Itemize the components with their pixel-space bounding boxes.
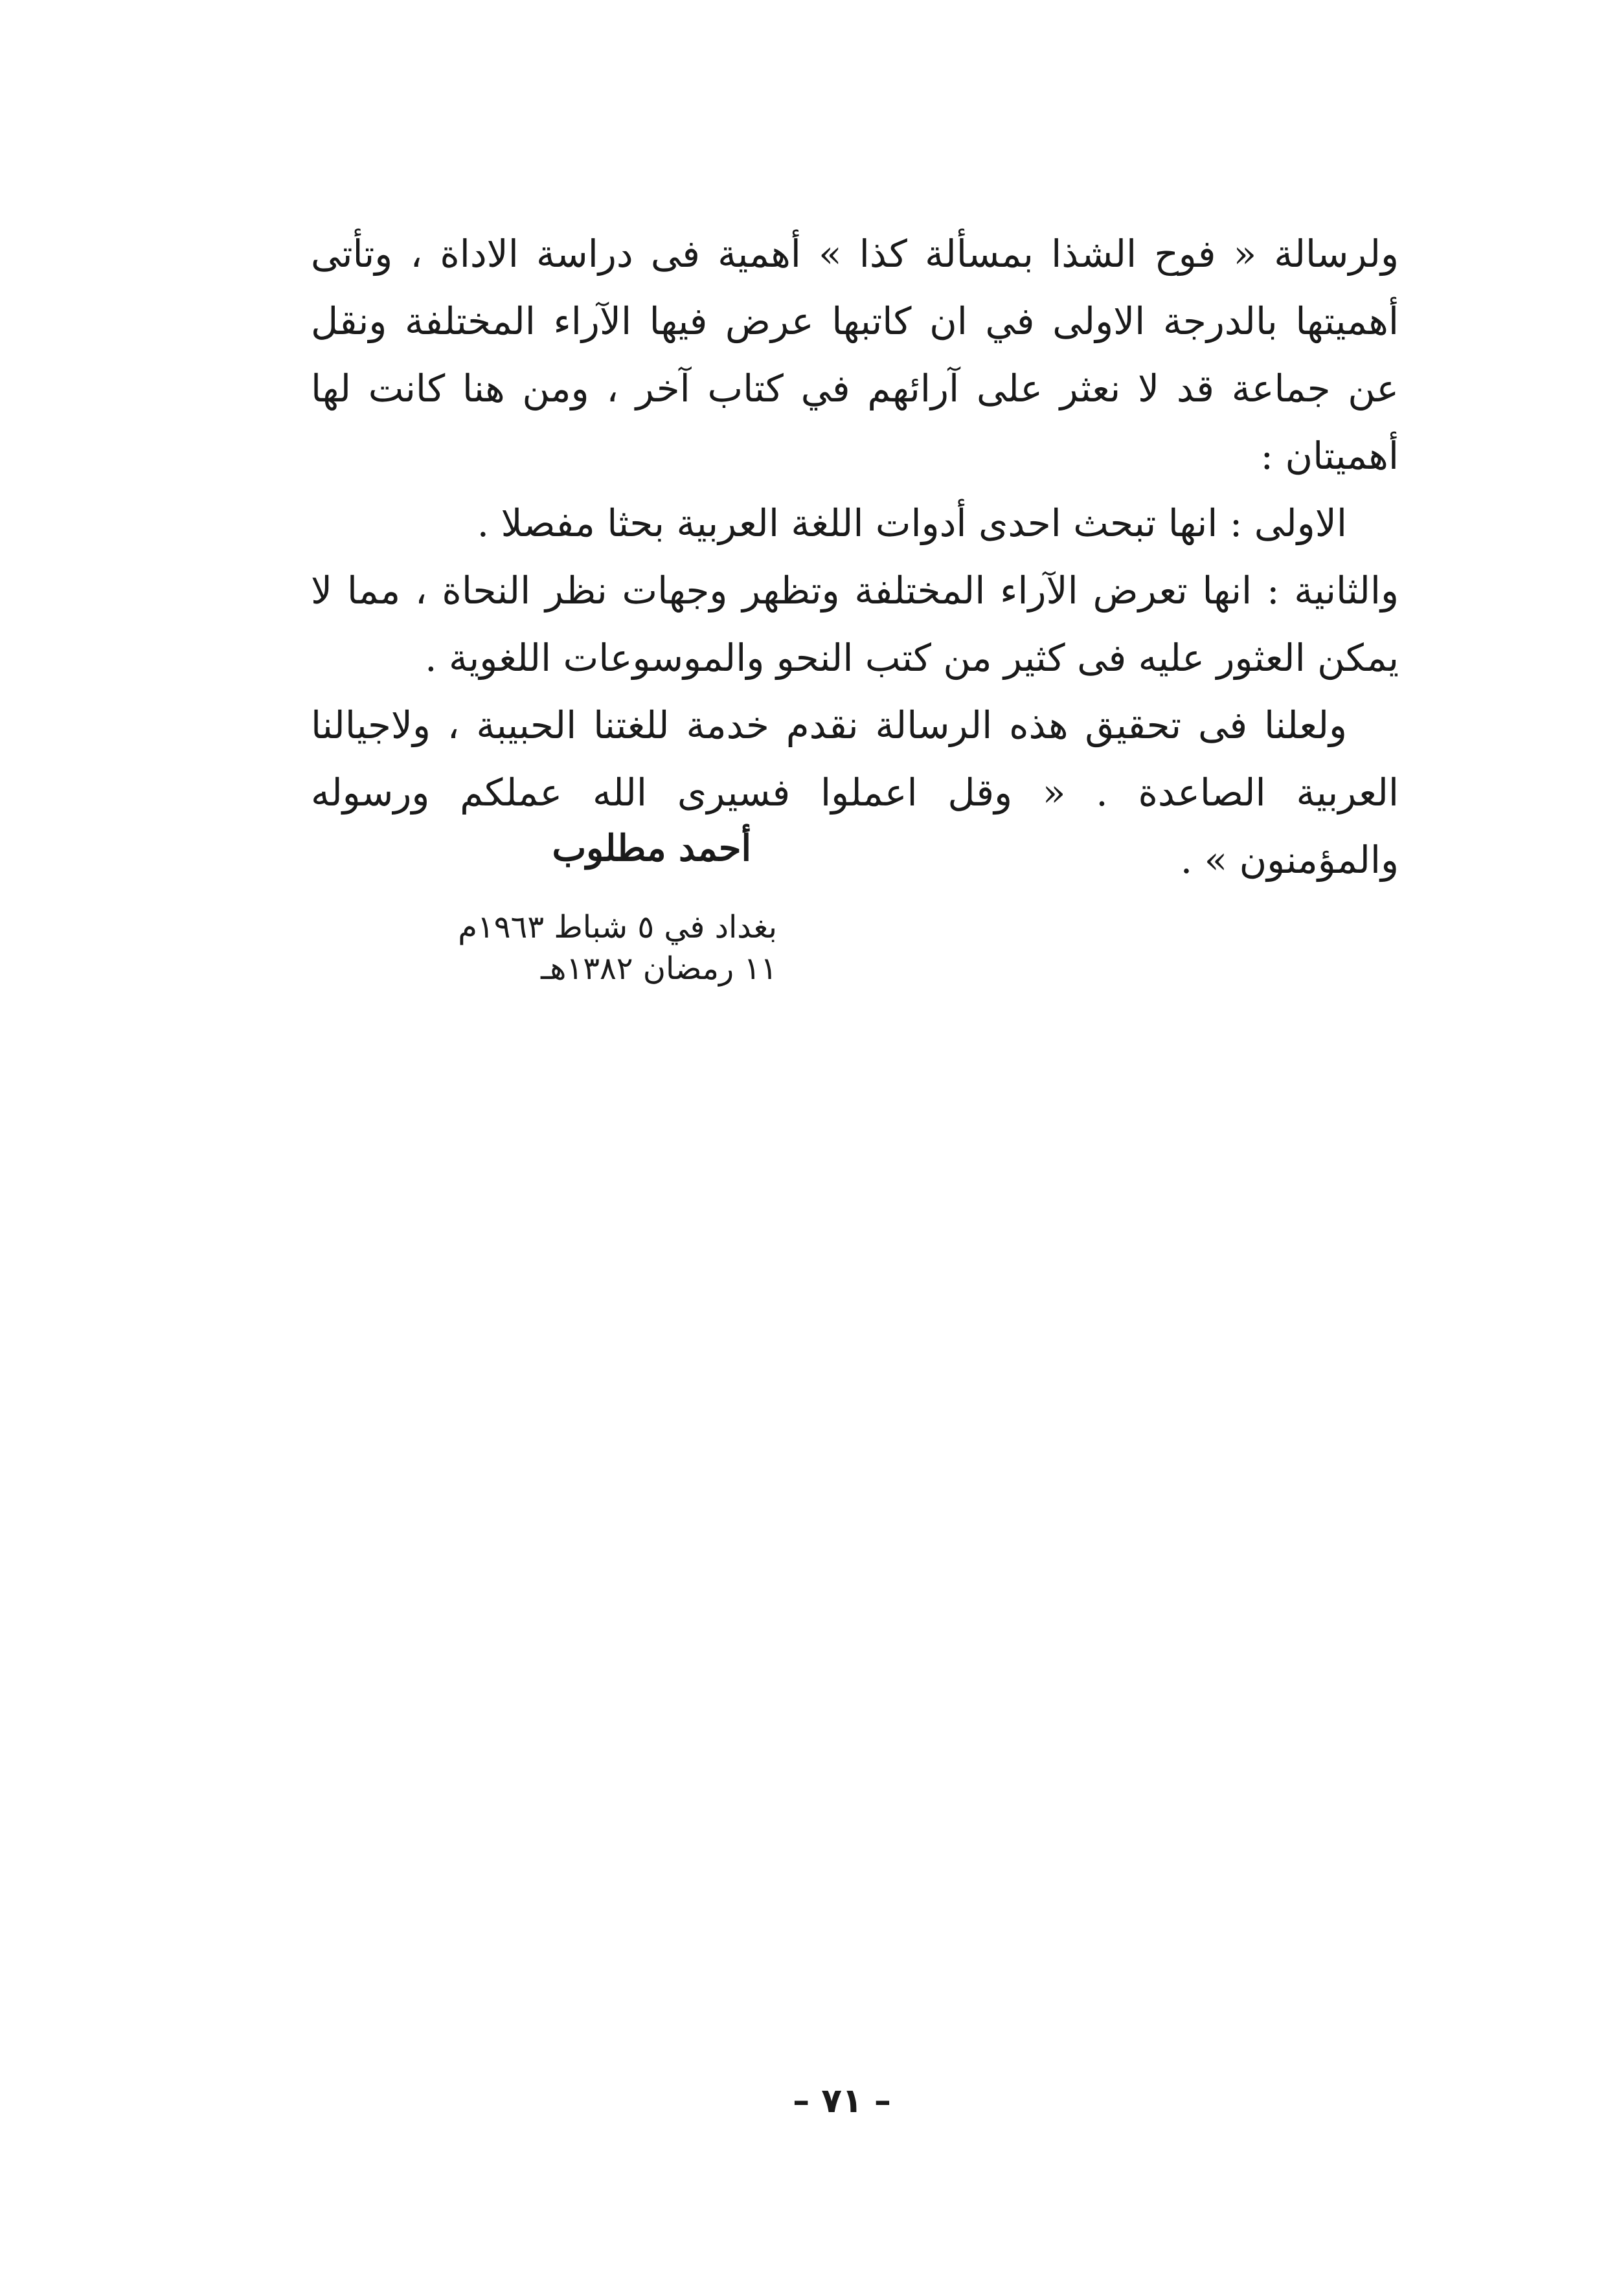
paragraph-introduction: ولرسالة « فوح الشذا بمسألة كذا » أهمية فى دراسة الاداة ، وتأتى أهميتها بالدرجة الاولى في ان كاتبها عرض فيها الآراء المختلفة ونقل عن جماعة قد لا نعثر على آرائهم في كتاب آخر ، ومن هنا كانت لها أهميتان : — [311, 232, 1399, 478]
page-number: – ٧١ – — [793, 2082, 891, 2121]
paragraph-second-importance: والثانية : انها تعرض الآراء المختلفة وتظهر وجهات نظر النحاة ، مما لا يمكن العثور عليه فى كثير من كتب النحو والموسوعات اللغوية . — [311, 568, 1399, 680]
signature-block — [389, 822, 777, 989]
paragraph-first-importance: الاولى : انها تبحث احدى أدوات اللغة العربية بحثا مفصلا . — [477, 501, 1347, 545]
place-and-date: بغداد في ٥ شباط ١٩٦٣م — [458, 909, 777, 945]
paragraph-conclusion: ولعلنا فى تحقيق هذه الرسالة نقدم خدمة للغتنا الحبيبة ، ولاجيالنا العربية الصاعدة . « وقل اعملوا فسيرى الله عملكم ورسوله والمؤمنون » . — [311, 703, 1399, 882]
hijri-date: ١١ رمضان ١٣٨٢هـ — [541, 951, 777, 987]
body-text — [311, 220, 1399, 894]
author-name: أحمد مطلوب — [552, 827, 751, 870]
